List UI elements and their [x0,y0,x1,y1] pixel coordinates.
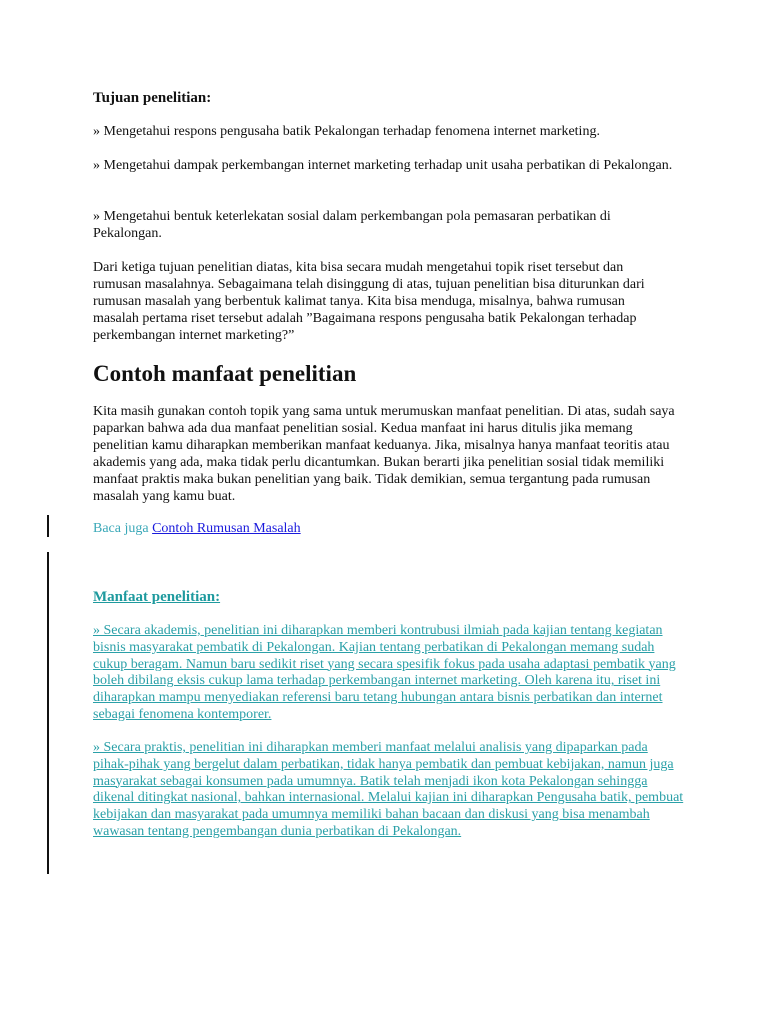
tujuan-summary: Dari ketiga tujuan penelitian diatas, kita bisa secara mudah mengetahui topik riset tersebut dan rumusan masalahnya. Sebagaimana telah disinggung di atas, tujuan penelitian bisa diturunkan dari rumusan masalah yang berbentuk kalimat tanya. Kita bisa menduga, misalnya, bahwa rumusan masalah pertama riset tersebut adalah ”Bagaimana respons pengusaha batik Pekalongan terhadap perkembangan internet marketing?” [93,260,645,343]
tujuan-bullet-1: » Mengetahui respons pengusaha batik Pekalongan terhadap fenomena internet marketing. [93,124,600,139]
manfaat-bullet-akademis: » Secara akademis, penelitian ini diharapkan memberi kontrubusi ilmiah pada kajian tentang kegiatan bisnis masyarakat pembatik di Pekalongan. Kajian tentang perbatikan di Pekalongan memang sudah cukup beragam. Namun baru sedikit riset yang secara spesifik fokus pada usaha adaptasi pembatik yang boleh dibilang eksis cukup lama terhadap perkembangan internet marketing. Oleh karena itu, riset ini diharapkan mampu menyediakan referensi baru tetang hubungan antara bisnis perbatikan dan internet sebagai fenomena kontemporer. [93,623,676,722]
tujuan-bullet-3: » Mengetahui bentuk keterlekatan sosial dalam perkembangan pola pemasaran perbatikan di Pekalongan. [93,209,611,241]
manfaat-intro-paragraph: Kita masih gunakan contoh topik yang sama untuk merumuskan manfaat penelitian. Di atas, sudah saya paparkan bahwa ada dua manfaat penelitian sosial. Kedua manfaat ini harus ditulis jika memang penelitian kamu diharapkan memberikan manfaat keduanya. Jika, misalnya hanya manfaat teoritis atau akademis yang ada, maka tidak perlu dicantumkan. Bukan berarti jika penelitian sosial tidak memiliki manfaat praktis maka bukan penelitian yang baik. Tidak demikian, semua tergantung pada rumusan masalah yang kamu buat. [93,404,675,504]
section-heading-manfaat: Manfaat penelitian: [93,589,221,605]
related-article [93,520,301,537]
section-heading-tujuan: Tujuan penelitian: [93,90,212,106]
manfaat-bullet-praktis: » Secara praktis, penelitian ini diharapkan memberi manfaat melalui analisis yang dipaparkan pada pihak-pihak yang bergelut dalam perbatikan, tidak hanya pembatik dan pembuat kebijakan, namun juga masyarakat sebagai konsumen pada umumnya. Batik telah menjadi ikon kota Pekalongan sehingga dikenal ditingkat nasional, bahkan internasional. Melalui kajian ini diharapkan Pengusaha batik, pembuat kebijakan dan masyarakat pada umumnya memiliki bahan bacaan dan diskusi yang bisa menambah wawasan tentang pengembangan dunia perbatikan di Pekalongan. [93,740,684,839]
related-prefix: Baca juga [93,521,149,536]
section-heading-manfaat-contoh: Contoh manfaat penelitian [93,361,357,386]
margin-bar-top [47,515,49,537]
margin-bar-bottom [47,552,49,874]
tujuan-bullet-2: » Mengetahui dampak perkembangan internet marketing terhadap unit usaha perbatikan di Pekalongan. [93,158,673,173]
related-link[interactable]: Contoh Rumusan Masalah [152,521,301,536]
